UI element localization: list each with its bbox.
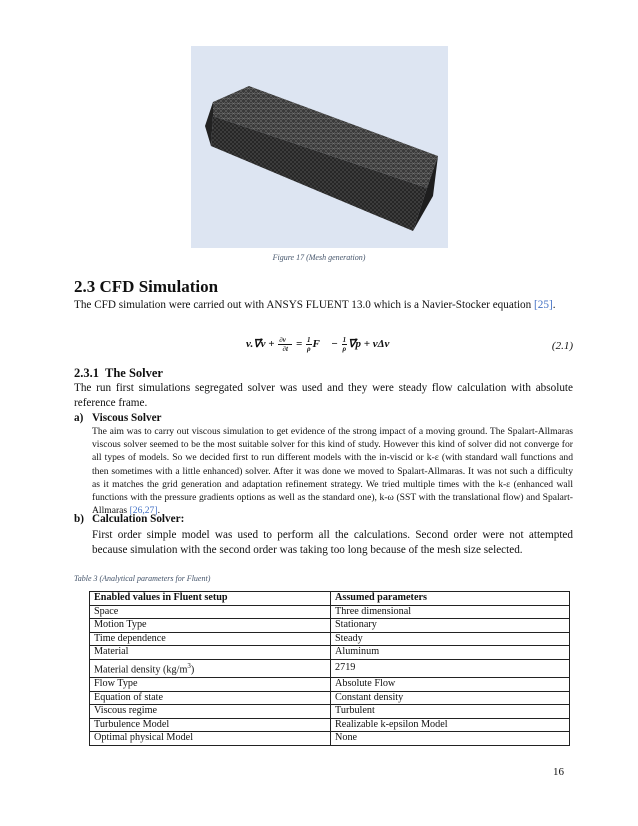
mesh-image (191, 46, 448, 248)
table-row (90, 605, 570, 619)
table-header-cell: Enabled values in Fluent setup (90, 592, 331, 606)
table-cell: Flow Type (90, 677, 331, 691)
table-cell: Material density $(kg/m^3)$ (90, 659, 331, 677)
table-cell: Stationary (331, 619, 570, 633)
table-cell: Realizable k-epsilon Model (331, 718, 570, 732)
table-row (90, 632, 570, 646)
paragraph-end: . (552, 299, 556, 311)
equation-2-1 (74, 336, 573, 358)
list-item-label-b: b) (74, 513, 84, 525)
table-row (90, 691, 570, 705)
table-cell: Motion Type (90, 619, 331, 633)
table-caption: Table 3 (Analytical parameters for Fluent) (74, 574, 211, 583)
table-cell: Steady (331, 632, 570, 646)
paragraph-text: The CFD simulation were carried out with ANSYS FLUENT 13.0 which is a Navier-Stocker equation (74, 299, 532, 311)
table-header-row (90, 592, 570, 606)
table-cell: Space (90, 605, 331, 619)
viscous-solver-text: The aim was to carry out viscous simulation to get evidence of the strong impact of a moving ground. The Spalart-Allmaras viscous solver seemed to be the most suitable solver for this kind of study. However this kind of solver did not converge for all types of models. So we decided first to run different models with the in-viscid or k-ε (with standard wall functions and then sometimes with a little enhanced) solver. After it was done we moved to Spalart-Allmaras. It was not such a difficulty as it matches the grid generation and adaptation refinement strategy. We tried multiple times with the k-ε (enhanced wall functions with the pressure gradients options as well as the standard one), k-ω (SST with the translational flow) and Spalart-Allmaras (92, 426, 573, 517)
list-item-title-viscous-solver: Viscous Solver (92, 412, 162, 424)
list-item-text-viscous-solver (92, 425, 573, 517)
citation-link[interactable]: [26,27] (129, 505, 158, 517)
table-cell: Material (90, 646, 331, 660)
list-item-text-calculation-solver: First order simple model was used to perform all the calculations. Second order were not attempted because simulation with the second order was taking too long because of the mesh size selected. (92, 529, 573, 556)
table-cell: Equation of state (90, 691, 331, 705)
list-item-title-calculation-solver: Calculation Solver: (92, 513, 185, 525)
table-row (90, 677, 570, 691)
table-cell: Three dimensional (331, 605, 570, 619)
equation-number: (2.1) (551, 340, 573, 352)
table-cell: Time dependence (90, 632, 331, 646)
table-header-cell: Assumed parameters (331, 592, 570, 606)
table-row (90, 619, 570, 633)
table-row (90, 732, 570, 746)
subsection-number: 2.3.1 (74, 366, 99, 380)
subsection-title: The Solver (105, 366, 163, 380)
table-cell: Turbulence Model (90, 718, 331, 732)
table-cell: None (331, 732, 570, 746)
table-row (90, 646, 570, 660)
citation-link[interactable]: [25] (534, 299, 553, 311)
table-cell: Turbulent (331, 705, 570, 719)
table-row (90, 718, 570, 732)
table-cell: Optimal physical Model (90, 732, 331, 746)
table-cell: Constant density (331, 691, 570, 705)
table-row (90, 659, 570, 677)
section-heading-cfd-simulation: 2.3 CFD Simulation (74, 277, 219, 296)
table-cell: Aluminum (331, 646, 570, 660)
table-cell: Absolute Flow (331, 677, 570, 691)
parameters-table (89, 591, 570, 746)
subsection-paragraph: The run first simulations segregated solver was used and they were steady flow calculation with absolute reference frame. (74, 382, 573, 409)
figure-caption: Figure 17 (Mesh generation) (272, 253, 366, 262)
subsection-heading-solver (74, 366, 163, 381)
table-cell: Viscous regime (90, 705, 331, 719)
table-cell: 2719 (331, 659, 570, 677)
viscous-solver-end: . (157, 505, 160, 517)
list-item-label-a: a) (74, 412, 84, 424)
equation-body: v.∇⃗v + $\frac{\partial v⃗}{\partial t}$ = $\frac{1}{\rho}$ F⃗ − $\frac{1}{\rho}$ ∇⃗p + vΔv⃗ (246, 336, 398, 353)
table-row (90, 705, 570, 719)
page-number: 16 (553, 766, 564, 778)
mesh-figure (191, 46, 448, 248)
section-paragraph (74, 298, 573, 313)
